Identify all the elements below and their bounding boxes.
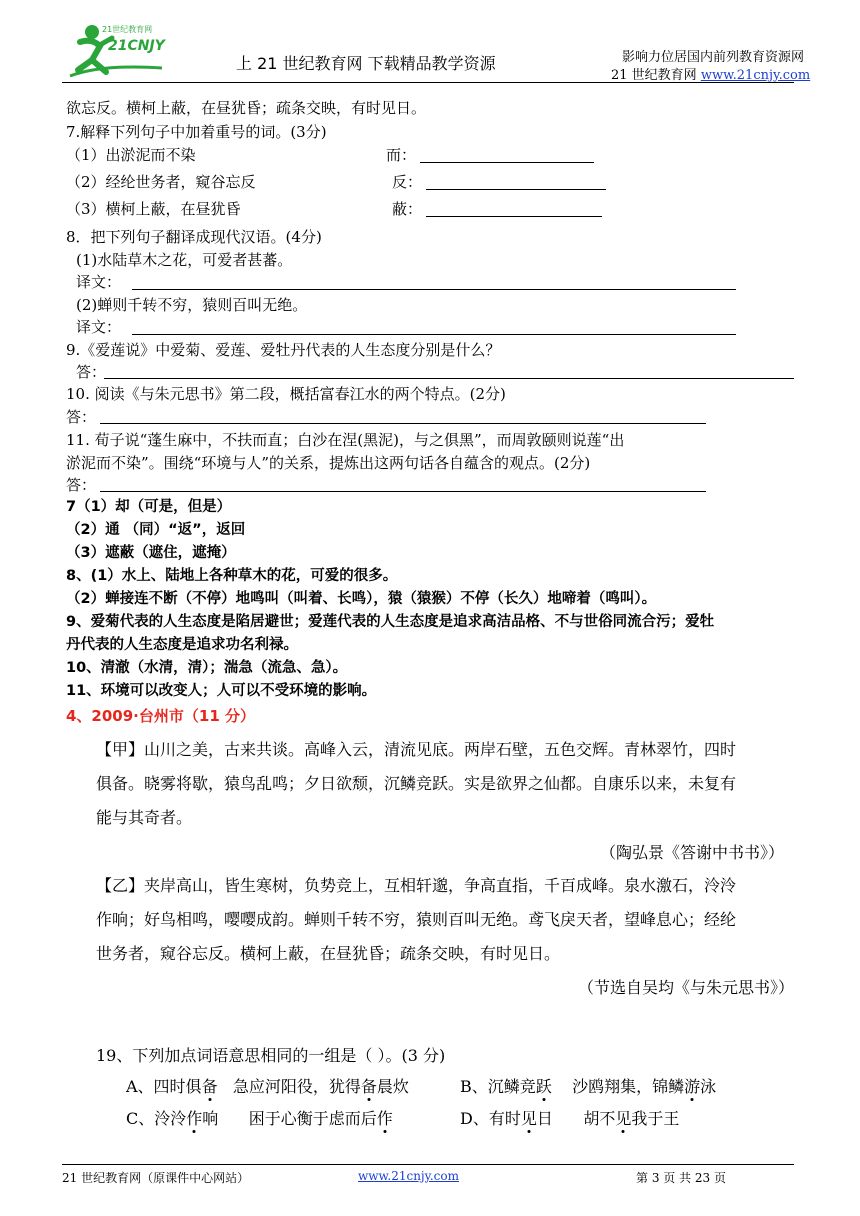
q19-option-a[interactable] [126,1075,409,1099]
question-11-line1: 11. 荀子说“蓬生麻中，不扶而直；白沙在涅(黑泥)，与之俱黑”，而周敦颐则说莲“出 [66,431,625,449]
passage-yi-line: 作响；好鸟相鸣，嘤嘤成韵。蝉则千转不穷，猿则百叫无绝。鸢飞戾天者，望峰息心；经纶 [96,910,737,929]
q11-answer-blank[interactable] [100,491,706,492]
header-slogan: 上 21 世纪教育网 下载精品教学资源 [236,54,496,73]
passage-jia-line: 能与其奇者。 [96,808,193,827]
q7-item-1-label: 而： [386,146,417,164]
emphasis-char: 备 [201,1077,218,1096]
passage-jia-line: 俱备。晓雾将歇，猿鸟乱鸣；夕日欲颓，沉鳞竞跃。实是欲界之仙都。自康乐以来，未复有 [96,774,737,793]
answer-line: （3）遮蔽（遮住，遮掩） [66,545,236,561]
answer-line: 9、爱菊代表的人生态度是陷居避世；爱莲代表的人生态度是追求高洁品格、不与世俗同流合污；爱牡 [66,614,715,630]
q10-answer-blank[interactable] [100,423,706,424]
q7-item-2-blank[interactable] [426,189,606,190]
answer-line: 8、(1）水上、陆地上各种草木的花，可爱的很多。 [66,568,398,584]
header-site-name: 21 世纪教育网 [611,68,701,83]
option-text: C、泠泠 [126,1109,187,1128]
option-text: A、四时俱 [126,1077,202,1096]
option-text: 响 困于心衡于虑而后 [202,1109,377,1128]
q7-item-3: （3）横柯上蔽，在昼犹昏 [66,200,241,218]
option-text: 我于王 [631,1109,680,1128]
answer-line: 11、环境可以改变人；人可以不受环境的影响。 [66,683,377,699]
q8-translation-label-1: 译文： [76,273,122,291]
q19-stem: 19、下列加点词语意思相同的一组是（ ）。(3 分) [96,1046,446,1065]
passage-jia-source: （陶弘景《答谢中书书》） [600,843,785,862]
question-10: 10. 阅读《与朱元思书》第二段，概括富春江水的两个特点。(2分) [66,385,506,403]
logo-text-bottom: 21CNJY [108,38,165,54]
option-text: 日 胡不 [536,1109,616,1128]
question-9: 9.《爱莲说》中爱菊、爱莲、爱牡丹代表的人生态度分别是什么？ [66,341,501,359]
answer-line: 丹代表的人生态度是追求功名利禄。 [66,637,298,653]
q8-translation-blank-1[interactable] [132,289,736,290]
answer-line: （2）通 （同）“返”，返回 [66,522,246,538]
header-divider [62,82,794,83]
q8-translation-label-2: 译文： [76,318,122,336]
question-8: 8．把下列句子翻译成现代汉语。(4分) [66,228,322,246]
option-text: 泳 [700,1077,717,1096]
q8-item-2: (2)蝉则千转不穷，猿则百叫无绝。 [76,296,308,314]
logo-text-top: 21世纪教育网 [102,25,153,34]
emphasis-char: 作 [376,1109,393,1128]
q19-option-b[interactable] [460,1075,716,1099]
footer-link[interactable]: www.21cnjy.com [358,1169,459,1183]
q9-answer-label: 答： [76,363,107,381]
q7-item-2-label: 反： [392,173,423,191]
passage-yi-line: 世务者，窥谷忘反。横柯上蔽，在昼犹昏；疏条交映，有时见日。 [96,944,561,963]
q8-translation-blank-2[interactable] [132,334,736,335]
passage-continuation: 欲忘反。横柯上蔽，在昼犹昏；疏条交映，有时见日。 [66,99,427,117]
answer-line: 10、清澈（水清，清）；湍急（流急、急）。 [66,660,348,676]
q10-answer-label: 答： [66,408,97,426]
footer-divider [62,1164,794,1165]
page-number: 第 3 页 共 23 页 [636,1171,726,1185]
header-right-line2 [611,64,810,83]
emphasis-char: 跃 [535,1077,552,1096]
option-text: B、沉鳞竞 [460,1077,536,1096]
emphasis-char: 见 [615,1109,632,1128]
q8-item-1: (1)水陆草木之花，可爱者甚蕃。 [76,251,293,269]
passage-jia-line: 【甲】山川之美，古来共谈。高峰入云，清流见底。两岸石壁，五色交辉。青林翠竹，四时 [96,740,737,759]
q7-item-2: （2）经纶世务者，窥谷忘反 [66,173,256,191]
q7-item-1: （1）出淤泥而不染 [66,146,196,164]
q7-item-3-blank[interactable] [426,216,602,217]
answer-line: 7（1）却（可是，但是） [66,499,232,515]
passage-yi-line: 【乙】夹岸高山，皆生寒树，负势竞上，互相轩邈，争高直指，千百成峰。泉水激石，泠泠 [96,876,737,895]
option-text: D、有时 [460,1109,521,1128]
q7-item-1-blank[interactable] [420,162,594,163]
q11-answer-label: 答： [66,476,97,494]
header-site-link[interactable]: www.21cnjy.com [700,68,811,83]
q19-option-c[interactable] [126,1107,393,1131]
question-7: 7.解释下列句子中加着重号的词。(3分) [66,123,327,141]
q9-answer-blank[interactable] [104,378,794,379]
q7-item-3-label: 蔽： [392,200,423,218]
passage-yi-source: （节选自吴均《与朱元思书》） [578,978,795,997]
answer-line: （2）蝉接连不断（不停）地鸣叫（叫着、长鸣），猿（猿猴）不停（长久）地啼着（鸣叫）。 [66,591,657,607]
emphasis-char: 备 [360,1077,377,1096]
emphasis-char: 作 [186,1109,203,1128]
site-logo[interactable] [62,20,172,78]
question-11-line2: 淤泥而不染”。围绕“环境与人”的关系，提炼出这两句话各自蕴含的观点。(2分) [66,454,591,472]
emphasis-char: 游 [684,1077,701,1096]
q19-option-d[interactable] [460,1107,679,1131]
emphasis-char: 见 [520,1109,537,1128]
option-text: 急应河阳役，犹得 [217,1077,361,1096]
footer-left: 21 世纪教育网（原课件中心网站） [62,1171,250,1185]
section-title: 4、2009·台州市（11 分） [66,707,255,725]
option-text: 沙鸥翔集，锦鳞 [551,1077,685,1096]
option-text: 晨炊 [376,1077,409,1096]
header-right-line1: 影响力位居国内前列教育资源网 [622,50,805,65]
